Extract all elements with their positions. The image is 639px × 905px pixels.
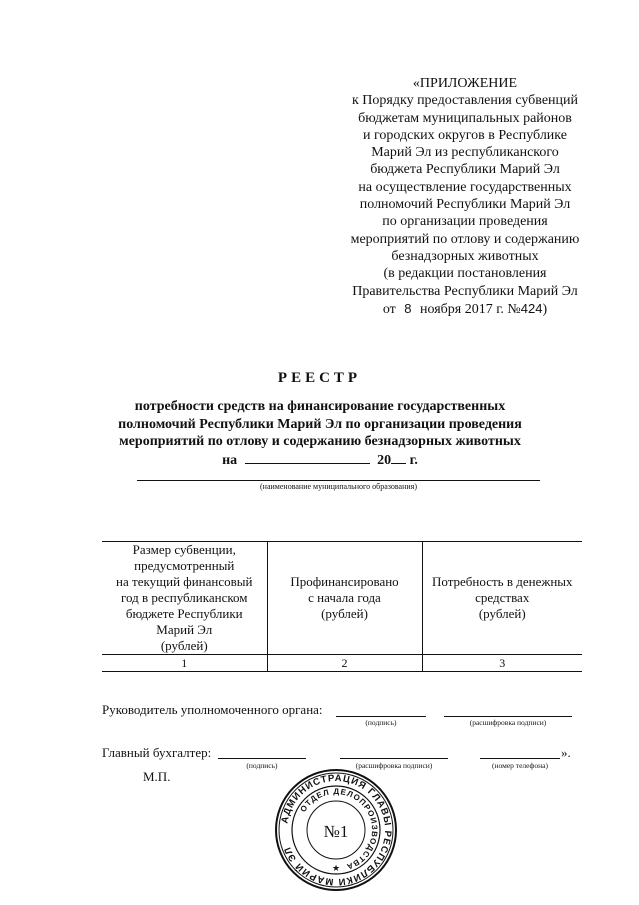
table-header-cell	[422, 542, 582, 655]
accountant-phone-caption: (номер телефона)	[491, 761, 549, 770]
registry-subtitle	[60, 398, 580, 469]
header-line: год в республиканском	[120, 590, 248, 605]
table-header-row	[102, 542, 582, 655]
header-line: Размер субвенции,	[132, 542, 236, 557]
header-line: (рублей)	[321, 606, 368, 621]
stamp-seal-icon	[274, 768, 398, 892]
registry-year-blank[interactable]	[391, 451, 406, 464]
annex-date-day: 8	[404, 300, 412, 316]
header-line: Профинансировано	[290, 574, 399, 589]
registry-year-prefix: 20	[377, 452, 392, 468]
stamp-number: №1	[323, 822, 349, 841]
table-header-cell	[267, 542, 422, 655]
registry-year-suffix: г.	[409, 452, 418, 468]
registry-date-blank[interactable]	[245, 451, 370, 464]
head-decoding-caption: (расшифровка подписи)	[469, 718, 547, 727]
registry-subtitle-line: полномочий Республики Марий Эл по организации проведения	[118, 416, 522, 432]
stamp-star-icon: ★	[331, 863, 341, 873]
annex-line: на осуществление государственных	[358, 179, 572, 195]
header-line: средствах	[475, 590, 530, 605]
seal-place: М.П.	[143, 769, 171, 784]
registry-table	[102, 541, 582, 672]
annex-line: полномочий Республики Марий Эл	[359, 197, 571, 213]
header-line: бюджете Республики	[125, 606, 243, 621]
annex-line: безнадзорных животных	[391, 248, 539, 264]
accountant-label: Главный бухгалтер:	[102, 745, 212, 760]
annex-line: Правительства Республики Марий Эл	[352, 283, 578, 299]
annex-line: бюджета Республики Марий Эл	[370, 162, 560, 178]
stamp-outer-text: АДМИНИСТРАЦИЯ ГЛАВЫ РЕСПУБЛИКИ МАРИЙ ЭЛ	[279, 772, 394, 888]
head-label: Руководитель уполномоченного органа:	[102, 702, 323, 717]
annex-line: (в редакции постановления	[383, 266, 547, 282]
registry-subtitle-line: мероприятий по отлову и содержанию безнадзорных животных	[119, 434, 521, 449]
header-line: (рублей)	[478, 606, 526, 621]
table-header-cell	[102, 542, 267, 655]
header-line: Марий Эл	[156, 622, 213, 637]
annex-line: «ПРИЛОЖЕНИЕ	[412, 76, 518, 91]
office-stamp	[274, 768, 398, 897]
registry-title: РЕЕСТР	[277, 370, 362, 386]
header-line: (рублей)	[160, 638, 208, 653]
head-decoding-line[interactable]	[444, 716, 572, 717]
accountant-decoding-caption: (расшифровка подписи)	[355, 761, 433, 770]
closing-quote: ».	[561, 745, 571, 760]
stamp-inner-text: ОТДЕЛ ДЕЛОПРОИЗВОДСТВА	[298, 786, 380, 872]
table-number-cell: 2	[267, 655, 422, 672]
annex-date-suffix: )	[542, 301, 548, 317]
table-number-row	[102, 655, 582, 672]
annex-line: Марий Эл из республиканского	[371, 145, 559, 161]
accountant-phone-line[interactable]	[480, 758, 560, 759]
header-line: на текущий финансовый	[116, 574, 253, 589]
municipality-caption: (наименование муниципального образования)	[260, 482, 417, 491]
accountant-signature-line[interactable]	[218, 758, 306, 759]
annex-line: мероприятий по отлову и содержанию	[350, 231, 580, 247]
annex-line: и городских округов в Республике	[363, 127, 567, 143]
header-line: Потребность в денежных	[431, 574, 573, 589]
municipality-line[interactable]	[137, 480, 540, 481]
annex-line: бюджетам муниципальных районов	[358, 110, 572, 126]
table-number-cell: 1	[102, 655, 267, 672]
annex-line: к Порядку предоставления субвенций	[351, 93, 579, 109]
header-line: предусмотренный	[134, 558, 235, 573]
annex-line: по организации проведения	[382, 214, 548, 230]
annex-date-prefix: от	[382, 301, 396, 317]
registry-subtitle-line: потребности средств на финансирование государственных	[134, 399, 506, 414]
annex-date-number: 424	[520, 300, 543, 316]
registry-on-prefix: на	[222, 452, 238, 468]
table-number-cell: 3	[422, 655, 582, 672]
head-signature-caption: (подпись)	[365, 718, 397, 727]
annex-date-text: ноября 2017 г. №	[420, 301, 521, 317]
annex-header	[300, 75, 630, 318]
registry-date-line	[60, 451, 580, 470]
head-signature-line[interactable]	[336, 716, 426, 717]
annex-date-line	[300, 300, 630, 318]
accountant-signature-caption: (подпись)	[246, 761, 278, 770]
header-line: с начала года	[308, 590, 381, 605]
accountant-decoding-line[interactable]	[340, 758, 448, 759]
